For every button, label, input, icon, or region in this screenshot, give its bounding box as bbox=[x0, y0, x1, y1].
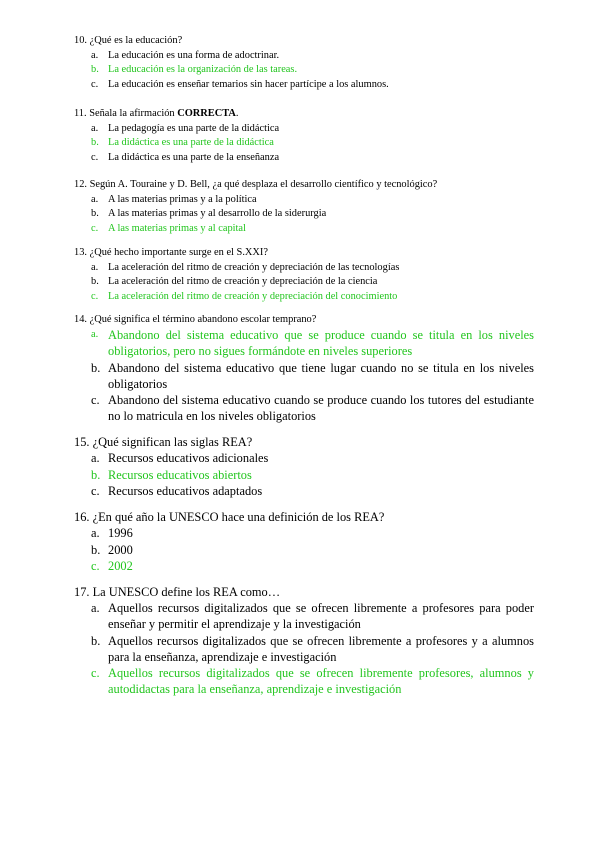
question-12 bbox=[74, 178, 534, 236]
option-b bbox=[74, 207, 534, 222]
question-title-emphasis: CORRECTA bbox=[177, 108, 236, 119]
option-c-correct bbox=[74, 290, 534, 305]
option-text: Abandono del sistema educativo cuando se produce cuando los tutores del estudiante no lo matricula en los niveles obligatorios bbox=[108, 393, 534, 423]
option-text: Recursos educativos adaptados bbox=[108, 484, 263, 498]
option-a bbox=[74, 261, 534, 276]
option-c bbox=[74, 151, 534, 166]
option-c bbox=[74, 483, 534, 499]
question-14 bbox=[74, 313, 534, 425]
question-title: 16. ¿En qué año la UNESCO hace una definición de los REA? bbox=[74, 510, 385, 524]
option-letter: c. bbox=[91, 484, 100, 498]
option-letter: b. bbox=[91, 64, 99, 75]
question-title: 17. La UNESCO define los REA como… bbox=[74, 585, 281, 599]
question-title: 15. ¿Qué significan las siglas REA? bbox=[74, 435, 253, 449]
option-text: A las materias primas y a la política bbox=[108, 193, 257, 205]
option-letter: c. bbox=[91, 666, 100, 680]
question-10 bbox=[74, 34, 534, 92]
option-c-correct bbox=[74, 222, 534, 237]
question-15 bbox=[74, 434, 534, 500]
option-letter: a. bbox=[91, 193, 99, 205]
option-a bbox=[74, 193, 534, 208]
option-a bbox=[74, 450, 534, 466]
option-text: La aceleración del ritmo de creación y depreciación del conocimiento bbox=[108, 290, 398, 302]
option-letter: b. bbox=[91, 208, 99, 219]
option-text: La pedagogía es una parte de la didáctica bbox=[108, 122, 280, 134]
question-title: 14. ¿Qué significa el término abandono escolar temprano? bbox=[74, 314, 317, 325]
option-b-correct bbox=[74, 63, 534, 78]
option-letter: a. bbox=[91, 601, 100, 615]
option-text: 2000 bbox=[108, 542, 133, 557]
option-a-correct bbox=[74, 327, 534, 359]
option-text: Abandono del sistema educativo que se produce cuando se titula en los niveles obligatorios, pero no sigues formándote en niveles superiores bbox=[108, 328, 534, 358]
option-b-correct bbox=[74, 136, 534, 151]
question-title: 12. Según A. Touraine y D. Bell, ¿a qué desplaza el desarrollo científico y tecnológico? bbox=[74, 179, 438, 190]
option-text: Aquellos recursos digitalizados que se ofrecen libremente a profesores para poder enseñar y permitir el aprendizaje y la investigación bbox=[108, 601, 534, 631]
question-title-suffix: . bbox=[235, 108, 239, 119]
option-letter: a. bbox=[91, 329, 99, 340]
option-a bbox=[74, 122, 534, 137]
option-letter: b. bbox=[91, 467, 101, 482]
option-c-correct bbox=[74, 558, 534, 574]
option-b-correct bbox=[74, 467, 534, 483]
option-letter: a. bbox=[91, 261, 99, 273]
question-title-text: 11. Señala la afirmación bbox=[74, 108, 178, 119]
option-b bbox=[74, 542, 534, 558]
option-text: Abandono del sistema educativo que tiene lugar cuando no se titula en los niveles obligatorios bbox=[108, 360, 534, 391]
option-a bbox=[74, 49, 534, 64]
option-text: La educación es una forma de adoctrinar. bbox=[108, 49, 280, 61]
option-text: Recursos educativos abiertos bbox=[108, 467, 252, 482]
option-b bbox=[74, 275, 534, 290]
option-letter: a. bbox=[91, 526, 100, 540]
option-text: A las materias primas y al desarrollo de la siderurgia bbox=[108, 208, 327, 219]
option-text: Recursos educativos adicionales bbox=[108, 451, 269, 465]
option-letter: a. bbox=[91, 451, 100, 465]
question-11 bbox=[74, 107, 534, 165]
question-title: 13. ¿Qué hecho importante surge en el S.XXI? bbox=[74, 247, 268, 258]
option-text: La aceleración del ritmo de creación y depreciación de la ciencia bbox=[108, 276, 378, 287]
option-text: La didáctica es una parte de la enseñanza bbox=[108, 151, 280, 163]
option-letter: b. bbox=[91, 542, 101, 557]
option-text: Aquellos recursos digitalizados que se ofrecen libremente a profesores y a alumnos para la enseñanza, aprendizaje e investigación bbox=[108, 633, 534, 664]
option-letter: c. bbox=[91, 151, 99, 163]
option-text: La educación es enseñar temarios sin hacer partícipe a los alumnos. bbox=[108, 78, 389, 90]
option-c bbox=[74, 392, 534, 424]
option-letter: b. bbox=[91, 633, 101, 648]
option-text: Aquellos recursos digitalizados que se ofrecen libremente profesores, alumnos y autodidactas para la enseñanza, aprendizaje e investigación bbox=[108, 666, 534, 696]
option-letter: c. bbox=[91, 393, 100, 407]
option-letter: b. bbox=[91, 137, 99, 148]
option-text: A las materias primas y al capital bbox=[108, 222, 246, 234]
option-text: La didáctica es una parte de la didáctica bbox=[108, 137, 274, 148]
option-letter: c. bbox=[91, 222, 99, 234]
option-a bbox=[74, 600, 534, 632]
question-17 bbox=[74, 584, 534, 698]
option-letter: a. bbox=[91, 122, 99, 134]
option-c-correct bbox=[74, 665, 534, 697]
option-text: La educación es la organización de las tareas. bbox=[108, 64, 298, 75]
option-c bbox=[74, 78, 534, 93]
option-letter: b. bbox=[91, 276, 99, 287]
option-letter: c. bbox=[91, 290, 99, 302]
question-title bbox=[74, 107, 534, 122]
question-13 bbox=[74, 246, 534, 304]
option-letter: c. bbox=[91, 559, 100, 573]
option-letter: b. bbox=[91, 360, 101, 375]
question-title: 10. ¿Qué es la educación? bbox=[74, 35, 183, 46]
option-text: 2002 bbox=[108, 559, 133, 573]
option-text: 1996 bbox=[108, 526, 133, 540]
option-b bbox=[74, 360, 534, 392]
option-b bbox=[74, 633, 534, 665]
option-letter: c. bbox=[91, 78, 99, 90]
option-text: La aceleración del ritmo de creación y depreciación de las tecnologías bbox=[108, 261, 400, 273]
option-a bbox=[74, 525, 534, 541]
option-letter: a. bbox=[91, 49, 99, 61]
question-16 bbox=[74, 509, 534, 575]
